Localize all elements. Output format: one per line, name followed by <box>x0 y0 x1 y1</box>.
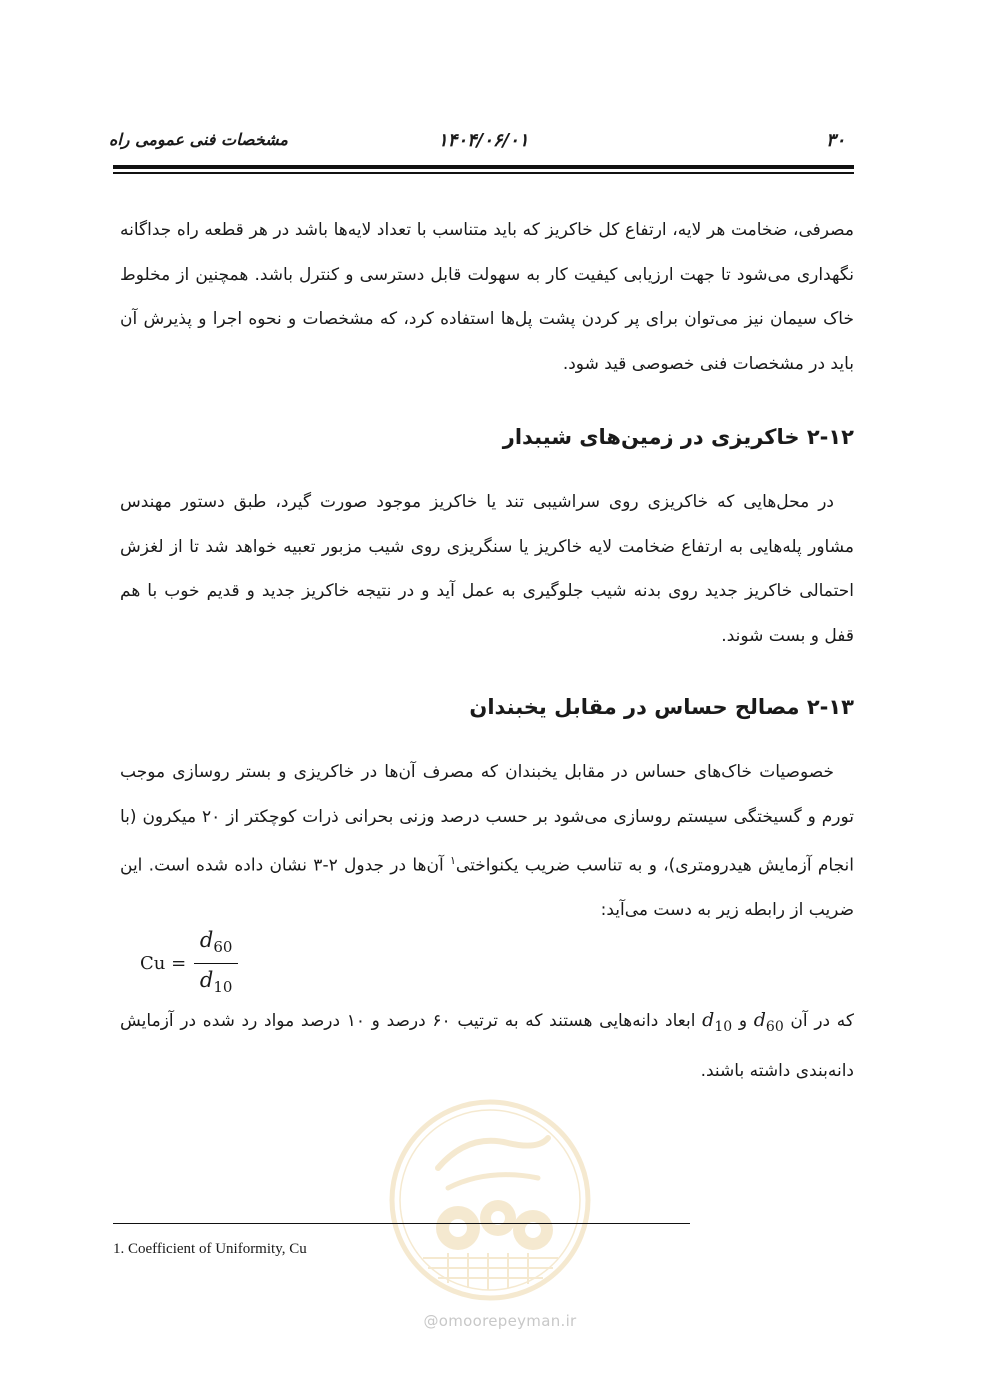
section-2-13-paragraph <box>120 750 854 933</box>
footnote-rule <box>113 1223 690 1224</box>
gear-logo-icon <box>388 1098 593 1303</box>
running-header-date: ۱۴۰۴/۰۶/۰۱ <box>438 130 529 151</box>
page-number: ۳۰ <box>826 130 846 151</box>
section-2-12-paragraph: در محل‌هایی که خاکریزی روی سراشیبی تند یا خاکریز موجود صورت گیرد، طبق دستور مهندس مشاور پله‌هایی به ارتفاع ضخامت لایه خاکریز یا سنگریزی روی شیب مزبور تعبیه خواهد شد تا از لغزش احتمالی خاکریز جدید روی بدنه شیب جلوگیری به عمل آید و در نتیجه خاکریز جدید و قدیم خوب با هم قفل و بست شوند. <box>120 492 854 646</box>
symbol-d10: $d_{10}$ <box>702 1009 733 1035</box>
section-heading-2-13: ۲-۱۳ مصالح حساس در مقابل یخبندان <box>469 695 854 719</box>
formula-lhs: Cu = <box>140 953 187 975</box>
formula-explanation-paragraph <box>120 998 854 1094</box>
watermark-site: @omoorepeyman.ir <box>423 1312 577 1330</box>
formula-fraction <box>194 928 238 1000</box>
footnote-marker: ۱ <box>450 854 456 867</box>
fraction-bar <box>194 963 238 964</box>
running-header-title: مشخصات فنی عمومی راه <box>108 130 288 149</box>
symbol-d60: $d_{60}$ <box>753 1009 784 1035</box>
paragraph-text: ابعاد دانه‌هایی هستند که به ترتیب ۶۰ درصد و ۱۰ درصد مواد رد شده در آزمایش دانه‌بندی داشته باشند. <box>120 1011 854 1082</box>
paragraph-text: و <box>732 1011 754 1031</box>
formula-cu <box>140 928 238 1000</box>
header-rule-thin <box>113 172 854 174</box>
paragraph-text: خصوصیات خاک‌های حساس در مقابل یخبندان که مصرف آن‌ها در خاکریزی و بستر روسازی موجب تورم و گسیختگی سیستم روسازی می‌شود بر حسب درصد وزنی بحرانی ذرات کوچکتر از ۲۰ میکرون (با انجام آزمایش هیدرومتری)، و به تناسب ضریب یکنواختی <box>120 762 854 876</box>
formula-denominator: $d_{10}$ <box>199 968 233 997</box>
paragraph-text: که در آن <box>783 1011 854 1031</box>
footnote-text: 1. Coefficient of Uniformity, Cu <box>113 1241 307 1257</box>
body-paragraph-continued: مصرفی، ضخامت هر لایه، ارتفاع کل خاکریز که باید متناسب با تعداد لایه‌ها باشد در هر قطعه راه جداگانه نگهداری می‌شود تا جهت ارزیابی کیفیت کار به سهولت قابل دسترسی و کنترل باشد. همچنین از مخلوط خاک سیمان نیز می‌توان برای پر کردن پشت پل‌ها استفاده کرد، که مشخصات و نحوه اجرا و پذیرش آن باید در مشخصات فنی خصوصی قید شود. <box>120 220 854 374</box>
paragraph-text: آن‌ها در جدول ۲-۳ نشان داده شده است. این ضریب از رابطه زیر به دست می‌آید: <box>120 855 854 921</box>
header-rule-thick <box>113 165 854 169</box>
formula-numerator: $d_{60}$ <box>199 928 233 957</box>
section-heading-2-12: ۲-۱۲ خاکریزی در زمین‌های شیبدار <box>502 425 854 449</box>
